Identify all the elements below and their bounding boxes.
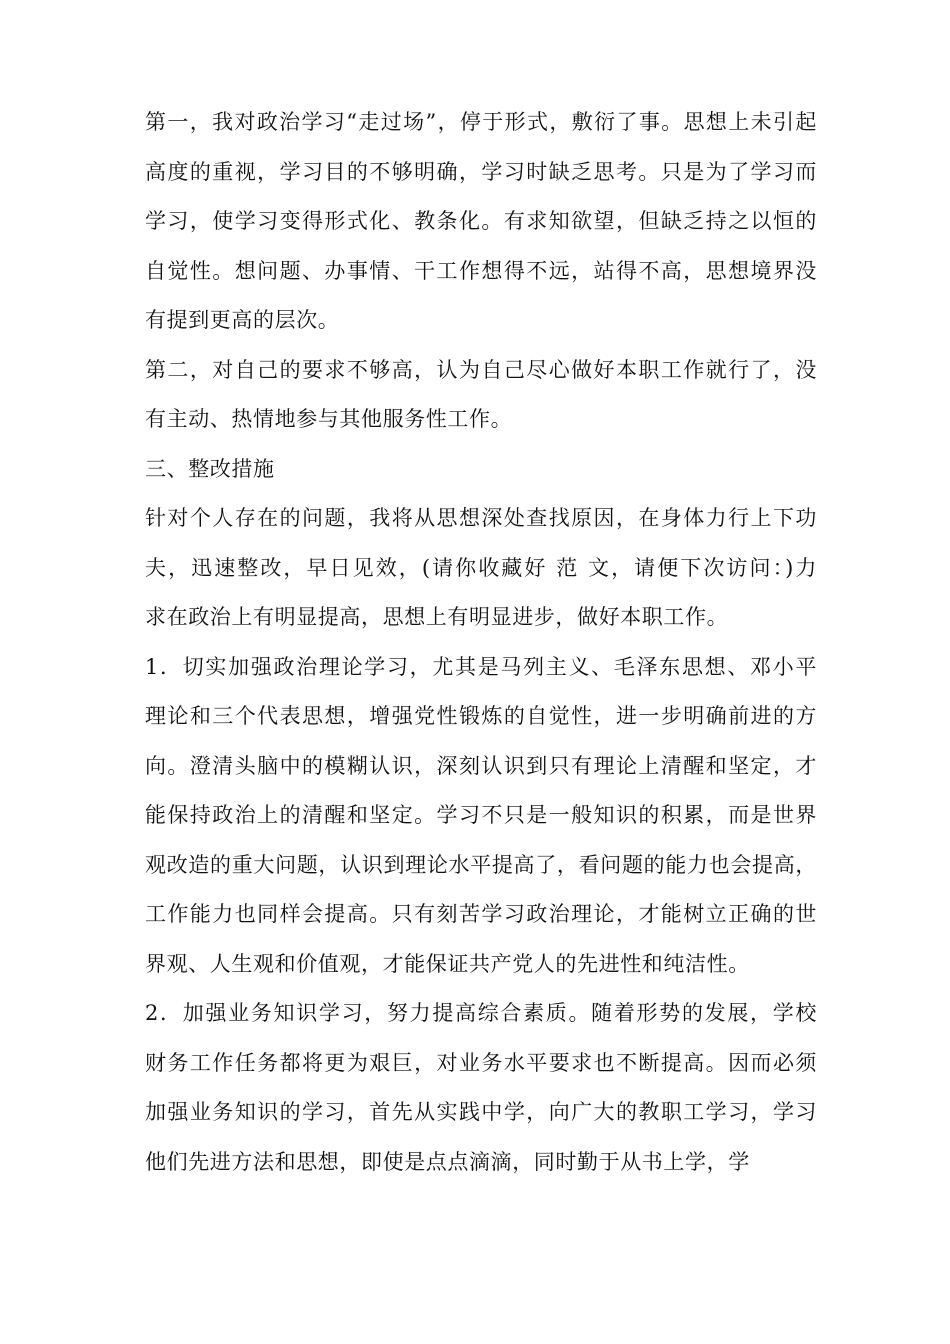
text-line: 自觉性。想问题、办事情、干工作想得不远，站得不高，思想境界没 <box>145 258 817 283</box>
text-line: 观改造的重大问题，认识到理论水平提高了，看问题的能力也会提高， <box>145 852 817 877</box>
text-line: 能保持政治上的清醒和坚定。学习不只是一般知识的积累，而是世界 <box>145 803 817 827</box>
text-line: 有提到更高的层次。 <box>145 308 340 332</box>
section-heading: 三、整改措施 <box>145 456 275 481</box>
text-line: 加强业务知识的学习，首先从实践中学，向广大的教职工学习，学习 <box>145 1100 817 1124</box>
text-line: 夫，迅速整改，早日见效，(请你收藏好 范 文，请便下次访问：)力 <box>145 555 817 580</box>
text-line: 向。澄清头脑中的模糊认识，深刻认识到只有理论上清醒和坚定，才 <box>145 753 817 778</box>
document-body <box>145 98 817 1187</box>
text-line: 有主动、热情地参与其他服务性工作。 <box>145 407 513 431</box>
text-line: 2．加强业务知识学习，努力提高综合素质。随着形势的发展，学校 <box>145 1001 817 1025</box>
text-line: 1．切实加强政治理论学习，尤其是马列主义、毛泽东思想、邓小平 <box>145 654 817 679</box>
text-line: 高度的重视，学习目的不够明确，学习时缺乏思考。只是为了学习而 <box>145 159 817 184</box>
text-line: 工作能力也同样会提高。只有刻苦学习政治理论，才能树立正确的世 <box>145 902 817 926</box>
text-line: 针对个人存在的问题，我将从思想深处查找原因，在身体力行上下功 <box>145 506 817 530</box>
text-line: 第二，对自己的要求不够高，认为自己尽心做好本职工作就行了，没 <box>145 357 817 382</box>
text-line: 第一，我对政治学习“走过场”，停于形式，敷衍了事。思想上未引起 <box>145 110 817 134</box>
text-line: 求在政治上有明显提高，思想上有明显进步，做好本职工作。 <box>145 605 729 629</box>
text-line: 界观、人生观和价值观，才能保证共产党人的先进性和纯洁性。 <box>145 951 750 976</box>
text-line: 财务工作任务都将更为艰巨，对业务水平要求也不断提高。因而必须 <box>145 1050 817 1075</box>
text-line: 学习，使学习变得形式化、教条化。有求知欲望，但缺乏持之以恒的 <box>145 209 817 233</box>
text-line: 他们先进方法和思想，即使是点点滴滴，同时勤于从书上学，学 <box>145 1149 750 1174</box>
text-line: 理论和三个代表思想，增强党性锻炼的自觉性，进一步明确前进的方 <box>145 704 817 728</box>
